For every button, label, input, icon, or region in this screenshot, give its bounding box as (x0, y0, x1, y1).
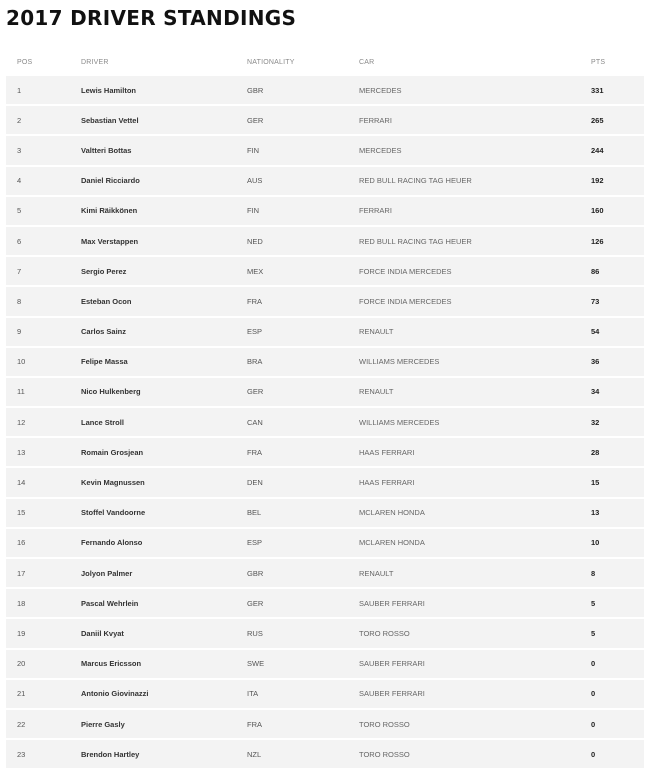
cell-pos: 6 (6, 226, 81, 256)
cell-driver: Felipe Massa (81, 347, 247, 377)
cell-pos: 19 (6, 618, 81, 648)
column-header-driver: DRIVER (81, 58, 109, 66)
table-row (6, 377, 644, 407)
table-row (6, 498, 644, 528)
cell-pts: 8 (591, 558, 644, 588)
cell-car: FERRARI (359, 196, 591, 226)
cell-nationality: FRA (247, 286, 359, 316)
cell-pts: 32 (591, 407, 644, 437)
cell-driver: Sebastian Vettel (81, 105, 247, 135)
cell-pos: 2 (6, 105, 81, 135)
cell-nationality: ITA (247, 679, 359, 709)
cell-car: SAUBER FERRARI (359, 588, 591, 618)
table-row (6, 226, 644, 256)
cell-nationality: BEL (247, 498, 359, 528)
cell-pos: 12 (6, 407, 81, 437)
table-header (6, 48, 644, 76)
table-row (6, 135, 644, 165)
cell-nationality: MEX (247, 256, 359, 286)
cell-nationality: CAN (247, 407, 359, 437)
cell-pos: 1 (6, 76, 81, 105)
column-header-pos: POS (17, 58, 33, 66)
cell-driver: Carlos Sainz (81, 317, 247, 347)
cell-driver: Lance Stroll (81, 407, 247, 437)
table-row (6, 649, 644, 679)
cell-car: MERCEDES (359, 135, 591, 165)
cell-pts: 54 (591, 317, 644, 347)
cell-pts: 0 (591, 739, 644, 769)
cell-car: SAUBER FERRARI (359, 679, 591, 709)
cell-driver: Stoffel Vandoorne (81, 498, 247, 528)
standings-table (6, 48, 644, 770)
cell-car: RED BULL RACING TAG HEUER (359, 166, 591, 196)
cell-pos: 21 (6, 679, 81, 709)
cell-nationality: ESP (247, 317, 359, 347)
cell-driver: Sergio Perez (81, 256, 247, 286)
cell-pos: 13 (6, 437, 81, 467)
table-row (6, 105, 644, 135)
cell-driver: Pascal Wehrlein (81, 588, 247, 618)
table-row (6, 709, 644, 739)
table-row (6, 588, 644, 618)
table-row (6, 618, 644, 648)
header-row (6, 48, 644, 76)
cell-nationality: GBR (247, 558, 359, 588)
cell-pts: 10 (591, 528, 644, 558)
cell-driver: Fernando Alonso (81, 528, 247, 558)
cell-car: TORO ROSSO (359, 618, 591, 648)
cell-car: RENAULT (359, 317, 591, 347)
cell-pts: 160 (591, 196, 644, 226)
cell-car: WILLIAMS MERCEDES (359, 407, 591, 437)
cell-driver: Kimi Räikkönen (81, 196, 247, 226)
cell-driver: Antonio Giovinazzi (81, 679, 247, 709)
cell-pos: 18 (6, 588, 81, 618)
cell-car: WILLIAMS MERCEDES (359, 347, 591, 377)
cell-nationality: FRA (247, 437, 359, 467)
cell-nationality: NED (247, 226, 359, 256)
table-row (6, 76, 644, 105)
cell-car: HAAS FERRARI (359, 467, 591, 497)
cell-pts: 73 (591, 286, 644, 316)
cell-pts: 13 (591, 498, 644, 528)
cell-driver: Pierre Gasly (81, 709, 247, 739)
cell-pos: 9 (6, 317, 81, 347)
cell-driver: Marcus Ericsson (81, 649, 247, 679)
cell-pts: 5 (591, 618, 644, 648)
cell-pos: 10 (6, 347, 81, 377)
cell-car: RENAULT (359, 558, 591, 588)
cell-pos: 20 (6, 649, 81, 679)
cell-pts: 34 (591, 377, 644, 407)
cell-car: HAAS FERRARI (359, 437, 591, 467)
table-body (6, 76, 644, 769)
cell-driver: Lewis Hamilton (81, 76, 247, 105)
cell-pts: 15 (591, 467, 644, 497)
cell-pts: 0 (591, 649, 644, 679)
cell-driver: Daniel Ricciardo (81, 166, 247, 196)
table-row (6, 679, 644, 709)
cell-pts: 5 (591, 588, 644, 618)
cell-pos: 7 (6, 256, 81, 286)
table-row (6, 528, 644, 558)
cell-car: FORCE INDIA MERCEDES (359, 256, 591, 286)
cell-pos: 15 (6, 498, 81, 528)
column-header-pts: PTS (591, 58, 606, 66)
column-header-car: CAR (359, 58, 375, 66)
cell-nationality: ESP (247, 528, 359, 558)
cell-pos: 5 (6, 196, 81, 226)
table-row (6, 286, 644, 316)
cell-pts: 265 (591, 105, 644, 135)
table-row (6, 347, 644, 377)
cell-nationality: FIN (247, 196, 359, 226)
cell-nationality: BRA (247, 347, 359, 377)
cell-nationality: NZL (247, 739, 359, 769)
table-row (6, 558, 644, 588)
cell-pts: 244 (591, 135, 644, 165)
cell-car: RED BULL RACING TAG HEUER (359, 226, 591, 256)
cell-nationality: SWE (247, 649, 359, 679)
table-row (6, 437, 644, 467)
cell-nationality: GER (247, 588, 359, 618)
cell-nationality: FIN (247, 135, 359, 165)
table-row (6, 739, 644, 769)
cell-driver: Valtteri Bottas (81, 135, 247, 165)
cell-driver: Esteban Ocon (81, 286, 247, 316)
cell-driver: Brendon Hartley (81, 739, 247, 769)
cell-pts: 331 (591, 76, 644, 105)
table-row (6, 196, 644, 226)
cell-pts: 0 (591, 709, 644, 739)
cell-car: TORO ROSSO (359, 739, 591, 769)
cell-car: FERRARI (359, 105, 591, 135)
cell-car: SAUBER FERRARI (359, 649, 591, 679)
cell-nationality: GER (247, 105, 359, 135)
cell-nationality: AUS (247, 166, 359, 196)
cell-pos: 11 (6, 377, 81, 407)
table-row (6, 166, 644, 196)
table-row (6, 407, 644, 437)
cell-car: FORCE INDIA MERCEDES (359, 286, 591, 316)
cell-pos: 16 (6, 528, 81, 558)
cell-car: MERCEDES (359, 76, 591, 105)
cell-nationality: GBR (247, 76, 359, 105)
cell-car: TORO ROSSO (359, 709, 591, 739)
cell-nationality: RUS (247, 618, 359, 648)
cell-pts: 36 (591, 347, 644, 377)
table-row (6, 317, 644, 347)
cell-driver: Romain Grosjean (81, 437, 247, 467)
cell-driver: Kevin Magnussen (81, 467, 247, 497)
cell-pos: 17 (6, 558, 81, 588)
page-title: 2017 DRIVER STANDINGS (6, 6, 297, 30)
cell-nationality: DEN (247, 467, 359, 497)
cell-pts: 86 (591, 256, 644, 286)
cell-pos: 4 (6, 166, 81, 196)
cell-pts: 28 (591, 437, 644, 467)
cell-car: MCLAREN HONDA (359, 498, 591, 528)
table-row (6, 256, 644, 286)
cell-pos: 23 (6, 739, 81, 769)
cell-pts: 0 (591, 679, 644, 709)
cell-pts: 192 (591, 166, 644, 196)
cell-nationality: GER (247, 377, 359, 407)
cell-pos: 3 (6, 135, 81, 165)
cell-pts: 126 (591, 226, 644, 256)
cell-pos: 22 (6, 709, 81, 739)
cell-nationality: FRA (247, 709, 359, 739)
cell-pos: 8 (6, 286, 81, 316)
table-row (6, 467, 644, 497)
column-header-nationality: NATIONALITY (247, 58, 295, 66)
cell-car: RENAULT (359, 377, 591, 407)
cell-car: MCLAREN HONDA (359, 528, 591, 558)
cell-driver: Jolyon Palmer (81, 558, 247, 588)
cell-driver: Max Verstappen (81, 226, 247, 256)
cell-pos: 14 (6, 467, 81, 497)
cell-driver: Nico Hulkenberg (81, 377, 247, 407)
cell-driver: Daniil Kvyat (81, 618, 247, 648)
